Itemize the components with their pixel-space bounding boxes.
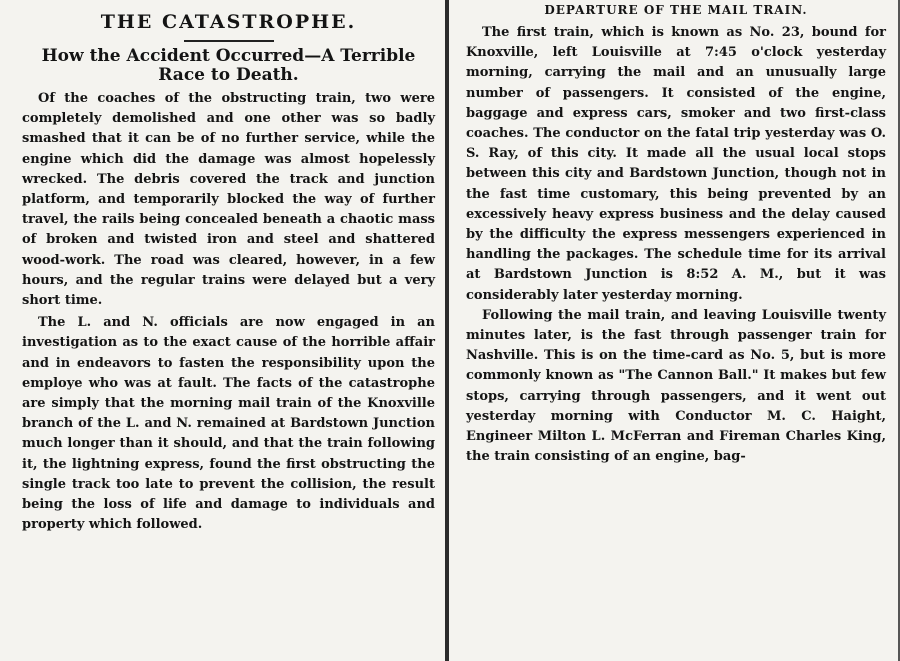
left-column xyxy=(0,0,445,661)
section-title: DEPARTURE OF THE MAIL TRAIN. xyxy=(544,3,808,17)
left-paragraph-1: Of the coaches of the obstructing train, two were completely demolished and one other was so badly smashed that it can be of no further service, while the engine which did the damage was almost hopelessly wrecked. The debris covered the track and junction platform, and temporarily blocked the way of further travel, the rails being concealed beneath a chaotic mass of broken and twisted iron and steel and shattered wood-work. The road was cleared, however, in a few hours, and the regular trains were delayed but a very short time. xyxy=(22,91,435,309)
article-subhead: How the Accident Occurred—A Terrible Race to Death. xyxy=(41,46,416,85)
right-paragraph-2: Following the mail train, and leaving Louisville twenty minutes later, is the fast through passenger train for Nashville. This is on the time-card as No. 5, but is more commonly known as "The Cannon Ball." It makes but few stops, carrying through passengers, and it went out yesterday morning with Conductor M. C. Haight, Engineer Milton L. McFerran and Fireman Charles King, the train consisting of an engine, bag- xyxy=(466,307,886,465)
headline-rule xyxy=(184,40,274,42)
right-paragraph-1: The first train, which is known as No. 23, bound for Knoxville, left Louisville at 7:45 o'clock yesterday morning, carrying the mail and an unusually large number of passengers. It consisted of the engine, baggage and express cars, smoker and two first-class coaches. The conductor on the fatal trip yesterday was O. S. Ray, of this city. It made all the usual local stops between this city and Bardstown Junction, though not in the fast time customary, this being prevented by an excessively heavy express business and the delay caused by the difficulty the express messengers experienced in handling the packages. The schedule time for its arrival at Bardstown Junction is 8:52 A. M., but it was considerably later yesterday morning. xyxy=(466,25,886,303)
left-paragraph-2: The L. and N. officials are now engaged in an investigation as to the exact cause of the horrible affair and in endeavors to fasten the responsibility upon the employe who was at fault. The facts of the catastrophe are simply that the morning mail train of the Knoxville branch of the L. and N. remained at Bardstown Junction much longer than it should, and that the train following it, the lightning express, found the first obstructing the single track too late to prevent the collision, the result being the loss of life and damage to individuals and property which followed. xyxy=(22,315,435,533)
article-headline: THE CATASTROPHE. xyxy=(100,11,357,33)
right-column xyxy=(449,0,900,661)
